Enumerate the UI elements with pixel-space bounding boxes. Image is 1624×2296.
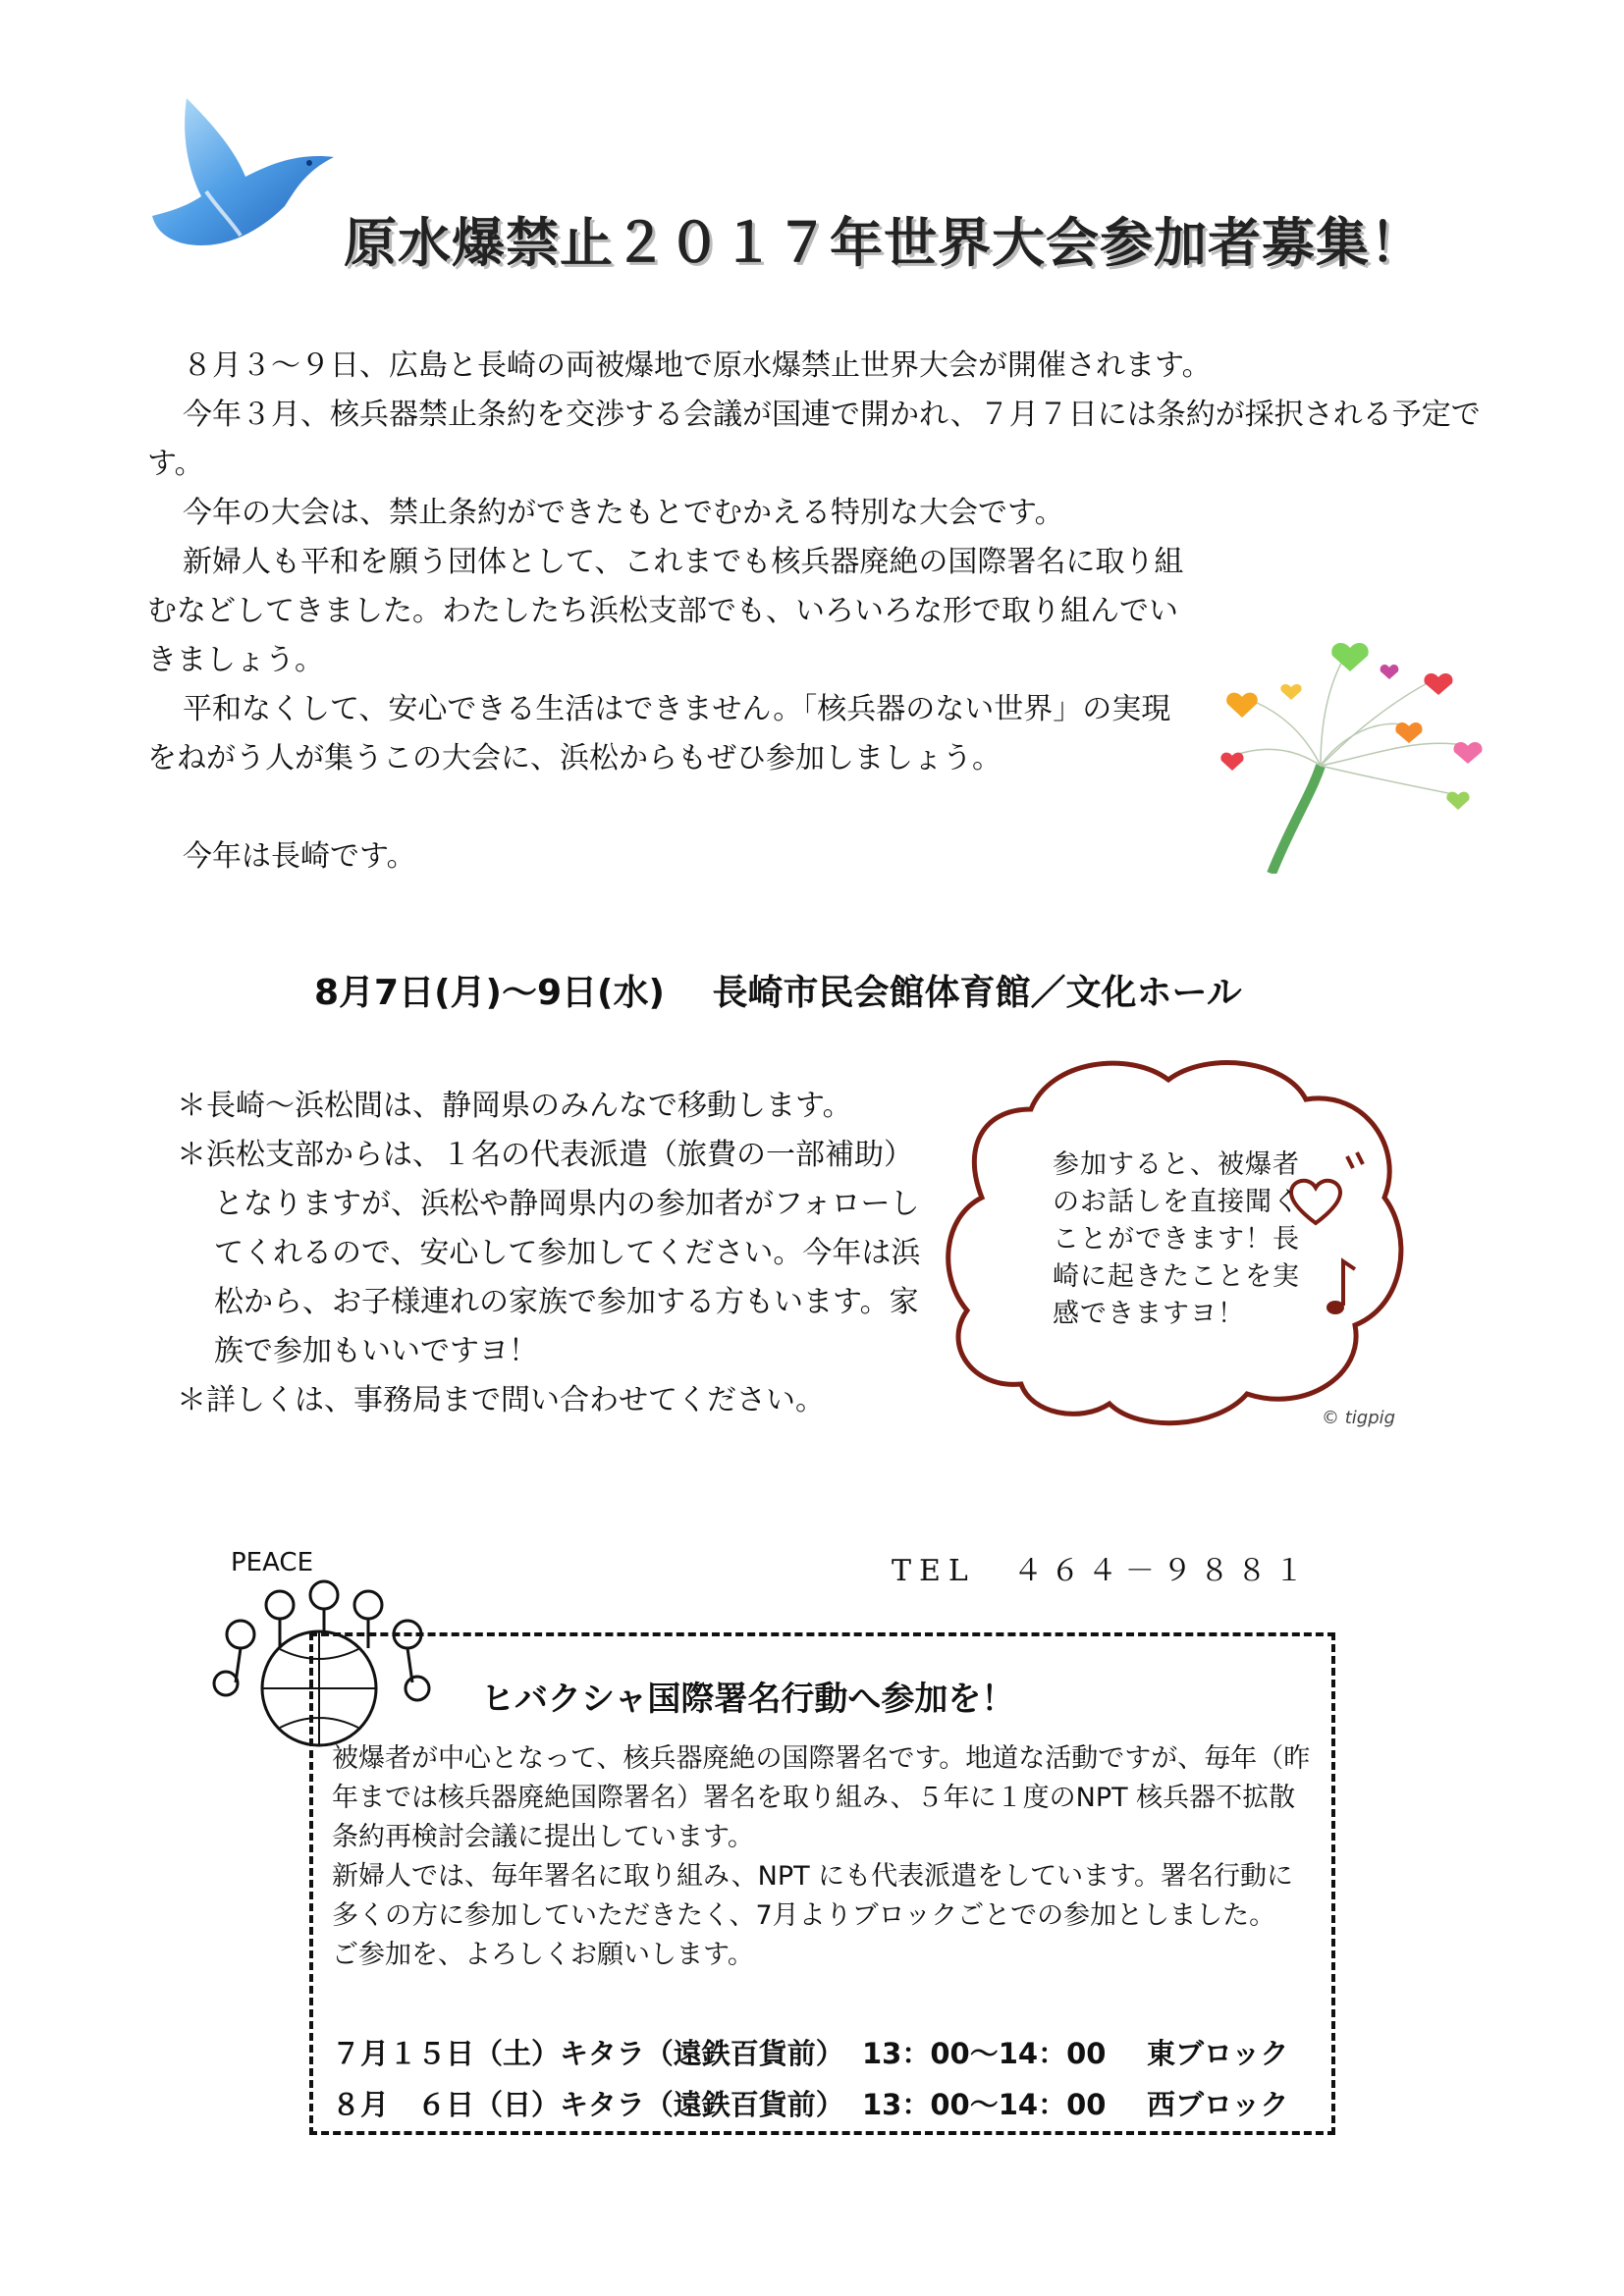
schedule-time: 13：00～14：00 (862, 2088, 1107, 2121)
dove-illustration (147, 98, 334, 255)
schedule-date: ７月１５日（土）キタラ（遠鉄百貨前） (332, 2037, 844, 2070)
telephone-number: TEL ４６４－９８８１ (892, 1554, 1312, 1588)
notes-list (177, 1082, 923, 1425)
note-item: ＊長崎～浜松間は、静岡県のみんなで移動します。 (177, 1089, 852, 1123)
intro-paragraph: 今年３月、核兵器禁止条約を交渉する会議が国連で開かれ、７月７日には条約が採択される予定です。 (147, 398, 1481, 481)
bubble-message: 参加すると、被爆者のお話しを直接聞くことができます！長崎に起きたことを実感できますヨ！ (1053, 1149, 1300, 1329)
schedule-row (332, 2028, 1319, 2079)
intro-paragraph: ８月３～９日、広島と長崎の両被爆地で原水爆禁止世界大会が開催されます。 (183, 348, 1212, 383)
intro-paragraph: 今年は長崎です。 (183, 839, 416, 874)
event-date-venue: 8月7日(月)～9日(水) 長崎市民会館体育館／文化ホール (314, 973, 1242, 1013)
peace-text: PEACE (231, 1548, 314, 1577)
signature-paragraph: 新婦人では、毎年署名に取り組み、NPT にも代表派遣をしています。署名行動に多くの方に参加していただきたく、7月よりブロックごとでの参加としました。 (332, 1861, 1294, 1931)
illustration-credit: © tigpig (1322, 1408, 1396, 1428)
intro-paragraph: 平和なくして、安心できる生活はできません。「核兵器のない世界」の実現をねがう人が集うこの大会に、浜松からもぜひ参加しましょう。 (147, 692, 1171, 775)
schedule-list (332, 2028, 1319, 2130)
schedule-block: 西ブロック (1147, 2088, 1289, 2121)
intro-paragraph: 新婦人も平和を願う団体として、これまでも核兵器廃絶の国際署名に取り組むなどしてきました。わたしたち浜松支部でも、いろいろな形で取り組んでいきましょう。 (147, 545, 1184, 677)
signature-title: ヒバクシャ国際署名行動へ参加を！ (481, 1680, 1015, 1719)
signature-paragraph: 被爆者が中心となって、核兵器廃絶の国際署名です。地道な活動ですが、毎年（昨年までは核兵器廃絶国際署名）署名を取り組み、５年に１度のNPT 核兵器不拡散条約再検討会議に提出しています。 (332, 1743, 1311, 1852)
schedule-row (332, 2079, 1319, 2130)
intro-paragraph: 今年の大会は、禁止条約ができたもとでむかえる特別な大会です。 (183, 496, 1064, 530)
signature-body (332, 1739, 1319, 1975)
schedule-time: 13：00～14：00 (862, 2037, 1107, 2070)
heart-tree-illustration (1213, 628, 1507, 874)
note-item: ＊詳しくは、事務局まで問い合わせてください。 (177, 1383, 825, 1417)
page-title: 原水爆禁止２０１７年世界大会参加者募集！ (344, 212, 1424, 274)
schedule-date: ８月 ６日（日）キタラ（遠鉄百貨前） (332, 2088, 844, 2121)
note-item: ＊浜松支部からは、１名の代表派遣（旅費の一部補助）となりますが、浜松や静岡県内の参加者がフォローしてくれるので、安心して参加してください。今年は浜松から、お子様連れの家族で参加する方もいます。家族で参加もいいですヨ！ (177, 1138, 921, 1368)
signature-paragraph: ご参加を、よろしくお願いします。 (332, 1940, 754, 1970)
schedule-block: 東ブロック (1147, 2037, 1289, 2070)
